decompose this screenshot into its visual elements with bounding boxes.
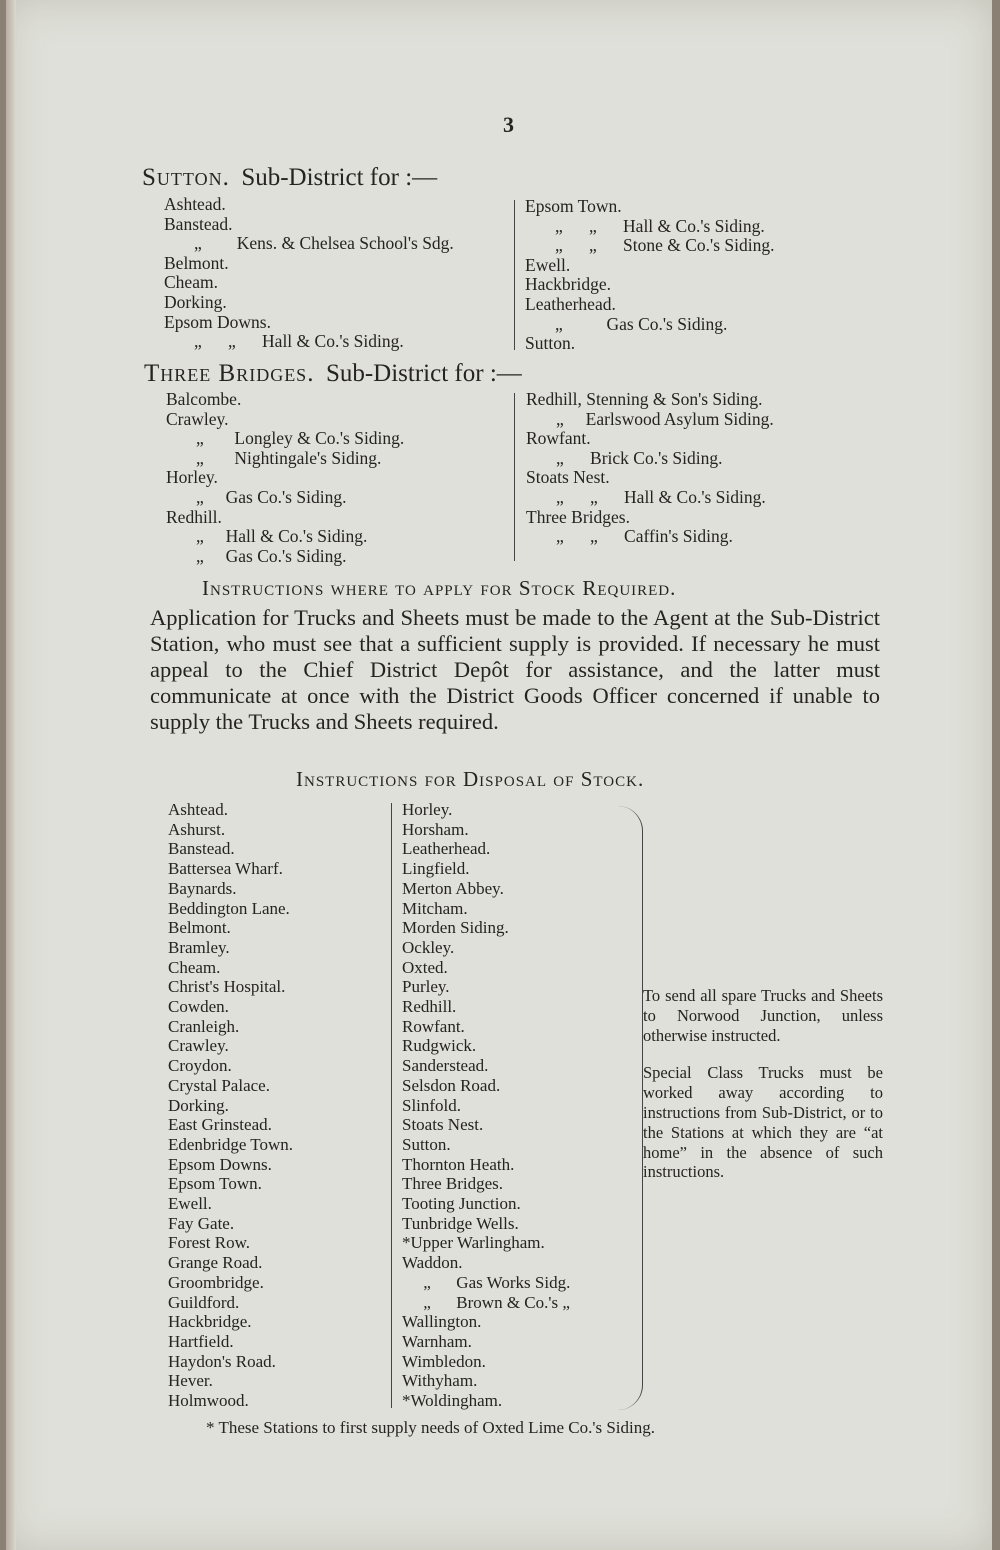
list-item: Grange Road.	[168, 1253, 263, 1273]
list-item: Oxted.	[402, 957, 448, 977]
three-bridges-subtitle: Sub-District for :—	[325, 360, 522, 387]
list-item: *Woldingham.	[402, 1391, 503, 1411]
list-item: Mitcham.	[402, 898, 468, 918]
list-item: Three Bridges.	[526, 506, 630, 527]
list-item: Tooting Junction.	[402, 1194, 521, 1214]
list-item: „ Gas Co.'s Siding.	[196, 545, 347, 566]
list-item: Sutton.	[525, 333, 576, 354]
list-item: Crawley.	[168, 1036, 229, 1056]
list-item: Banstead.	[164, 213, 233, 234]
list-item: Guildford.	[168, 1292, 240, 1312]
list-item: Ewell.	[168, 1194, 212, 1214]
list-item: Dorking.	[168, 1095, 229, 1115]
list-item: „ Brown & Co.'s „	[402, 1292, 570, 1312]
list-item: Cheam.	[168, 957, 221, 977]
list-item: Epsom Town.	[525, 196, 622, 216]
list-item: „ „ Caffin's Siding.	[556, 526, 733, 547]
sutton-subtitle: Sub-District for :—	[241, 164, 438, 191]
column-divider	[514, 200, 515, 350]
list-item: Haydon's Road.	[168, 1351, 276, 1371]
list-item: Hackbridge.	[525, 274, 612, 295]
list-item: Hever.	[168, 1371, 213, 1391]
list-item: „ „ Hall & Co.'s Siding.	[556, 486, 766, 507]
list-item: Sutton.	[402, 1134, 451, 1154]
three-bridges-left-list	[166, 390, 404, 566]
list-item: „ Earlswood Asylum Siding.	[556, 408, 774, 429]
list-item: Warnham.	[402, 1331, 472, 1351]
three-bridges-heading: Three Bridges. Sub-District for :—	[144, 360, 522, 387]
list-item: Leatherhead.	[402, 839, 491, 859]
list-item: Crystal Palace.	[168, 1075, 270, 1095]
list-item: Forest Row.	[168, 1233, 251, 1253]
list-item: Fay Gate.	[168, 1213, 235, 1233]
list-item: Cheam.	[164, 272, 218, 293]
list-item: Slinfold.	[402, 1095, 462, 1115]
list-item: Battersea Wharf.	[168, 859, 283, 879]
list-item: Wallington.	[402, 1312, 482, 1332]
list-item: „ Gas Co.'s Siding.	[555, 313, 728, 334]
column-divider	[391, 803, 392, 1408]
list-item: „ Gas Works Sidg.	[402, 1272, 571, 1292]
footnote: * These Stations to first supply needs of Oxted Lime Co.'s Siding.	[206, 1418, 655, 1437]
list-item: Beddington Lane.	[168, 898, 290, 918]
list-item: „ Longley & Co.'s Siding.	[196, 428, 405, 449]
list-item: Epsom Town.	[168, 1174, 262, 1194]
list-item: Horley.	[402, 800, 453, 819]
list-item: Christ's Hospital.	[168, 977, 286, 997]
list-item: Withyham.	[402, 1371, 478, 1391]
list-item: „ Brick Co.'s Siding.	[556, 447, 723, 468]
page-number: 3	[503, 112, 514, 137]
list-item: „ Nightingale's Siding.	[196, 447, 382, 468]
list-item: Ashtead.	[164, 194, 226, 214]
sutton-right-list	[525, 197, 774, 354]
list-item: Cowden.	[168, 997, 229, 1017]
list-item: Three Bridges.	[402, 1174, 504, 1194]
list-item: Redhill.	[402, 997, 457, 1017]
list-item: „ „ Stone & Co.'s Siding.	[555, 235, 775, 256]
sutton-left-list	[164, 195, 454, 352]
list-item: Lingfield.	[402, 859, 470, 879]
list-item: Selsdon Road.	[402, 1075, 501, 1095]
list-item: Epsom Downs.	[168, 1154, 272, 1174]
list-item: Stoats Nest.	[402, 1115, 484, 1135]
list-item: Baynards.	[168, 878, 237, 898]
list-item: „ „ Hall & Co.'s Siding.	[194, 331, 404, 352]
list-item: Horsham.	[402, 819, 469, 839]
list-item: Rowfant.	[526, 428, 591, 449]
three-bridges-title: Three Bridges	[144, 360, 308, 387]
list-item: Bramley.	[168, 937, 230, 957]
list-item: Purley.	[402, 977, 450, 997]
list-item: Hackbridge.	[168, 1312, 252, 1332]
grouping-brace	[618, 806, 643, 1410]
list-item: Banstead.	[168, 839, 235, 859]
list-item: „ Kens. & Chelsea School's Sdg.	[194, 233, 454, 254]
three-bridges-right-list	[526, 390, 774, 547]
list-item: Sanderstead.	[402, 1056, 489, 1076]
list-item: Crawley.	[166, 408, 229, 429]
list-item: Belmont.	[168, 918, 231, 938]
list-item: Edenbridge Town.	[168, 1134, 294, 1154]
disposal-col1-list	[168, 800, 293, 1411]
list-item: Ashurst.	[168, 819, 226, 839]
list-item: Holmwood.	[168, 1391, 249, 1411]
list-item: Hartfield.	[168, 1331, 234, 1351]
list-item: Dorking.	[164, 291, 227, 312]
apply-heading: Instructions where to apply for Stock Required.	[202, 576, 677, 600]
disposal-note	[643, 986, 883, 1200]
list-item: Ockley.	[402, 937, 455, 957]
list-item: Croydon.	[168, 1056, 232, 1076]
list-item: Groombridge.	[168, 1272, 264, 1292]
list-item: Morden Siding.	[402, 918, 509, 938]
column-divider	[514, 393, 515, 561]
note-paragraph: To send all spare Trucks and Sheets to Norwood Junction, unless otherwise instructed.	[643, 986, 883, 1045]
list-item: „ Gas Co.'s Siding.	[196, 486, 347, 507]
list-item: Redhill, Stenning & Son's Siding.	[526, 389, 763, 409]
document-page	[6, 0, 992, 1550]
note-paragraph: Special Class Trucks must be worked away according to instructions from Sub-District, or to the Stations at which they are “at home” in the absence of such instructions.	[643, 1063, 883, 1182]
sutton-title: Sutton	[142, 164, 223, 191]
list-item: Stoats Nest.	[526, 467, 610, 488]
list-item: *Upper Warlingham.	[402, 1233, 545, 1253]
list-item: Epsom Downs.	[164, 311, 271, 332]
list-item: Redhill.	[166, 506, 222, 527]
disposal-col2-list	[402, 800, 570, 1411]
list-item: Rudgwick.	[402, 1036, 477, 1056]
list-item: Cranleigh.	[168, 1016, 240, 1036]
binding-edge	[6, 0, 16, 1550]
list-item: Balcombe.	[166, 389, 242, 409]
list-item: Tunbridge Wells.	[402, 1213, 519, 1233]
disposal-heading: Instructions for Disposal of Stock.	[296, 767, 645, 791]
list-item: Leatherhead.	[525, 293, 616, 314]
list-item: Belmont.	[164, 252, 229, 273]
list-item: „ Hall & Co.'s Siding.	[196, 526, 368, 547]
list-item: Ashtead.	[168, 800, 228, 819]
list-item: Wimbledon.	[402, 1351, 486, 1371]
list-item: Ewell.	[525, 254, 571, 275]
list-item: Horley.	[166, 467, 218, 488]
sutton-heading: Sutton. Sub-District for :—	[142, 164, 438, 191]
list-item: Rowfant.	[402, 1016, 465, 1036]
list-item: East Grinstead.	[168, 1115, 272, 1135]
list-item: Waddon.	[402, 1253, 463, 1273]
list-item: Thornton Heath.	[402, 1154, 515, 1174]
list-item: „ „ Hall & Co.'s Siding.	[555, 215, 765, 236]
list-item: Merton Abbey.	[402, 878, 504, 898]
apply-paragraph: Application for Trucks and Sheets must be made to the Agent at the Sub-District Station, who must see that a sufficient supply is provided. If necessary he must appeal to the Chief District Depôt for assistance, and the latter must communicate at once with the District Goods Officer concerned if unable to supply the Trucks and Sheets required.	[150, 605, 880, 734]
